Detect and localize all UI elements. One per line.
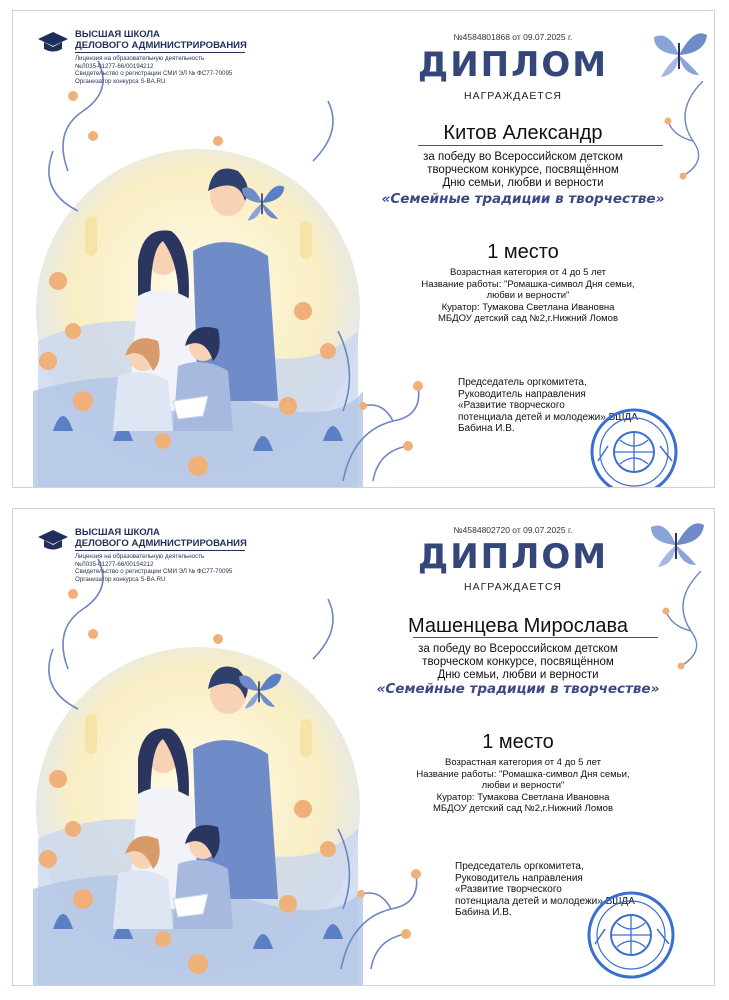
- floral-swirl-decoration: [331, 859, 441, 974]
- stamp-seal-icon: [588, 406, 680, 488]
- license-info: [75, 553, 232, 583]
- organization: МБДОУ детский сад №2,г.Нижний Ломов: [432, 803, 614, 814]
- graduation-cap-icon: [37, 29, 69, 55]
- license-text: Лицензия на образовательную деятельность: [75, 55, 205, 62]
- awarded-label: НАГРАЖДАЕТСЯ: [464, 90, 562, 102]
- school-name-line1: ВЫСШАЯ ШКОЛА: [75, 527, 160, 538]
- age-category: Возрастная категория от 4 до 5 лет: [450, 267, 606, 278]
- place-result: 1 место: [487, 241, 559, 263]
- work-title-line2: любви и верности": [486, 290, 570, 301]
- work-title-line1: Название работы: "Ромашка-символ Дня семьи,: [421, 278, 635, 290]
- license-text: Лицензия на образовательную деятельность: [75, 553, 205, 560]
- signature-line4: потенциала детей и молодежи» ВШДА: [455, 895, 635, 907]
- curator: Куратор: Тумакова Светлана Ивановна: [441, 301, 615, 313]
- award-reason-line1: за победу во Всероссийском детском: [418, 643, 618, 655]
- awarded-label: НАГРАЖДАЕТСЯ: [464, 581, 562, 593]
- butterfly-icon: [649, 25, 709, 85]
- signature-line4: потенциала детей и молодежи» ВШДА: [458, 411, 638, 423]
- work-title-line2: любви и верности": [481, 780, 565, 791]
- license-number: №Л035-01277-66/00194212: [75, 560, 154, 568]
- floral-swirl-decoration: [651, 571, 711, 671]
- graduation-cap-icon: [37, 527, 69, 553]
- signature-line5: Бабина И.В.: [458, 423, 515, 434]
- age-category: Возрастная категория от 4 до 5 лет: [445, 757, 601, 768]
- place-result: 1 место: [482, 731, 554, 753]
- school-name: [75, 29, 247, 51]
- award-reason-line2: творческом конкурсе, посвящённом: [422, 656, 614, 668]
- stamp-seal-icon: [585, 889, 677, 981]
- media-registration: Свидетельство о регистрации СМИ ЭЛ № ФС77-70095: [75, 70, 233, 78]
- contest-theme: «Семейные традиции в творчестве»: [381, 191, 665, 207]
- floral-swirl-decoration: [653, 81, 713, 181]
- award-reason: [368, 643, 668, 682]
- media-registration: Свидетельство о регистрации СМИ ЭЛ № ФС77-70095: [75, 568, 233, 576]
- winner-underline: [418, 145, 663, 146]
- school-divider: [75, 550, 245, 551]
- school-name-line2: ДЕЛОВОГО АДМИНИСТРИРОВАНИЯ: [75, 40, 247, 51]
- school-name-line1: ВЫСШАЯ ШКОЛА: [75, 29, 160, 40]
- award-reason-line1: за победу во Всероссийском детском: [423, 151, 623, 163]
- diploma-2: [12, 508, 715, 986]
- signature-line1: Председатель оргкомитета,: [458, 377, 587, 388]
- organizer: Организатор конкурса S-BA.RU: [75, 575, 166, 583]
- license-info: [75, 55, 232, 85]
- school-divider: [75, 52, 245, 53]
- signature-line3: «Развитие творческого: [458, 400, 565, 411]
- school-name: [75, 527, 247, 549]
- award-reason-line3: Дню семьи, любви и верности: [437, 669, 599, 681]
- butterfly-icon: [646, 515, 706, 575]
- contest-theme: «Семейные традиции в творчестве»: [376, 681, 660, 697]
- registration-number: №4584802720 от 09.07.2025 г.: [453, 525, 573, 535]
- registration-number: №4584801868 от 09.07.2025 г.: [453, 32, 573, 42]
- signature-line2: Руководитель направления: [455, 872, 583, 884]
- floral-swirl-decoration: [333, 371, 443, 486]
- butterfly-icon: [235, 667, 283, 715]
- school-name-line2: ДЕЛОВОГО АДМИНИСТРИРОВАНИЯ: [75, 538, 247, 549]
- signature-line2: Руководитель направления: [458, 388, 586, 400]
- award-reason: [373, 151, 673, 190]
- license-number: №Л035-01277-66/00194212: [75, 62, 154, 70]
- signature-line1: Председатель оргкомитета,: [455, 861, 584, 872]
- work-details: [383, 267, 673, 325]
- work-title-line1: Название работы: "Ромашка-символ Дня семьи,: [416, 768, 630, 780]
- diploma-title: ДИПЛОМ: [417, 537, 609, 577]
- work-details: [378, 757, 668, 815]
- organization: МБДОУ детский сад №2,г.Нижний Ломов: [437, 313, 619, 324]
- winner-name: Машенцева Мирослава: [407, 615, 629, 637]
- signature-line3: «Развитие творческого: [455, 884, 562, 895]
- butterfly-icon: [238, 179, 286, 227]
- winner-name: Китов Александр: [443, 122, 603, 144]
- diploma-title: ДИПЛОМ: [417, 45, 609, 85]
- signature-line5: Бабина И.В.: [455, 907, 512, 918]
- diploma-1: [12, 10, 715, 488]
- award-reason-line2: творческом конкурсе, посвящённом: [427, 164, 619, 176]
- award-reason-line3: Дню семьи, любви и верности: [442, 177, 604, 189]
- curator: Куратор: Тумакова Светлана Ивановна: [436, 791, 610, 803]
- organizer: Организатор конкурса S-BA.RU: [75, 77, 166, 85]
- winner-underline: [413, 637, 658, 638]
